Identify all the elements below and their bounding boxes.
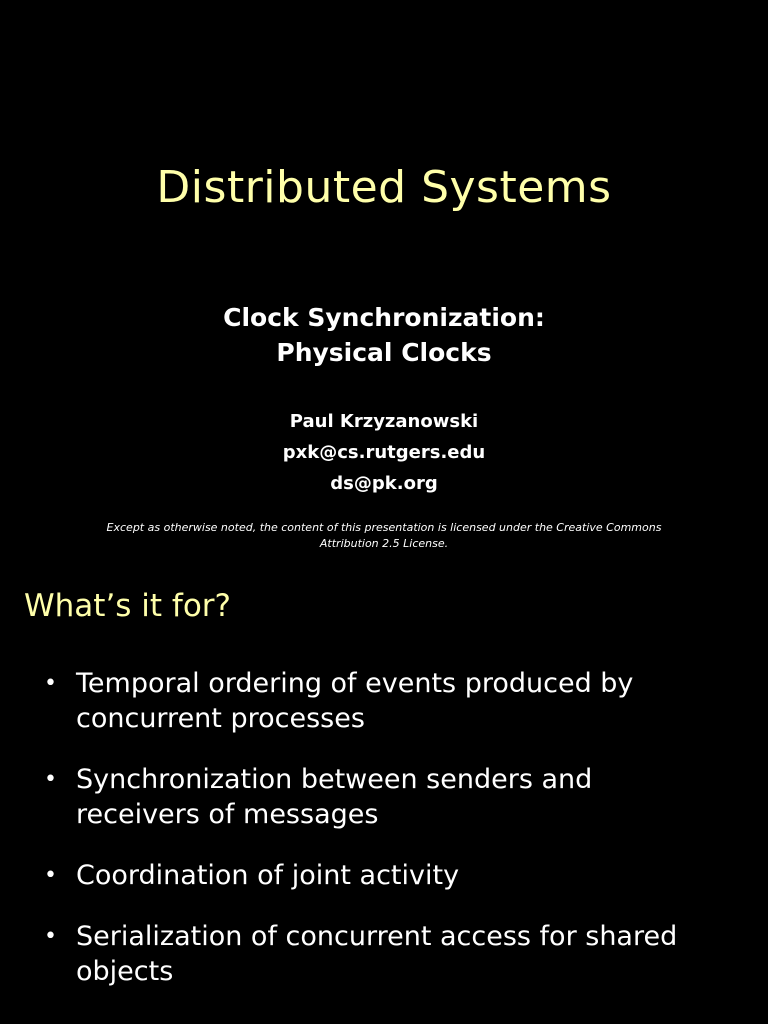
author-email-rutgers: pxk@cs.rutgers.edu	[282, 442, 486, 463]
license-notice	[60, 520, 708, 552]
bullet-line-2: objects	[76, 956, 174, 987]
list-item	[40, 762, 740, 832]
bullet-line-1: Synchronization between senders and	[76, 764, 593, 795]
bullet-line-2: receivers of messages	[76, 799, 379, 830]
bullet-icon: •	[44, 767, 57, 792]
slide-title: Distributed Systems	[156, 162, 612, 213]
bullet-line-1: Coordination of joint activity	[76, 860, 460, 891]
slide-subtitle	[0, 300, 768, 370]
bullet-list	[40, 666, 740, 1015]
list-item	[40, 858, 740, 893]
license-line-1: Except as otherwise noted, the content of this presentation is licensed under the Creative Commons	[106, 521, 662, 534]
bullet-icon: •	[44, 924, 57, 949]
author-email-pk: ds@pk.org	[330, 473, 438, 494]
slide-heading: What’s it for?	[24, 588, 232, 624]
list-item	[40, 919, 740, 989]
bullet-line-1: Serialization of concurrent access for shared	[76, 921, 678, 952]
author-block	[0, 406, 768, 499]
subtitle-line-2: Physical Clocks	[276, 338, 492, 367]
bullet-line-1: Temporal ordering of events produced by	[76, 668, 634, 699]
list-item	[40, 666, 740, 736]
subtitle-line-1: Clock Synchronization:	[223, 303, 545, 332]
bullet-line-2: concurrent processes	[76, 703, 365, 734]
license-line-2: Attribution 2.5 License.	[319, 537, 449, 550]
bullet-icon: •	[44, 671, 57, 696]
author-name: Paul Krzyzanowski	[289, 411, 479, 432]
bullet-icon: •	[44, 863, 57, 888]
content-slide	[0, 580, 768, 1024]
